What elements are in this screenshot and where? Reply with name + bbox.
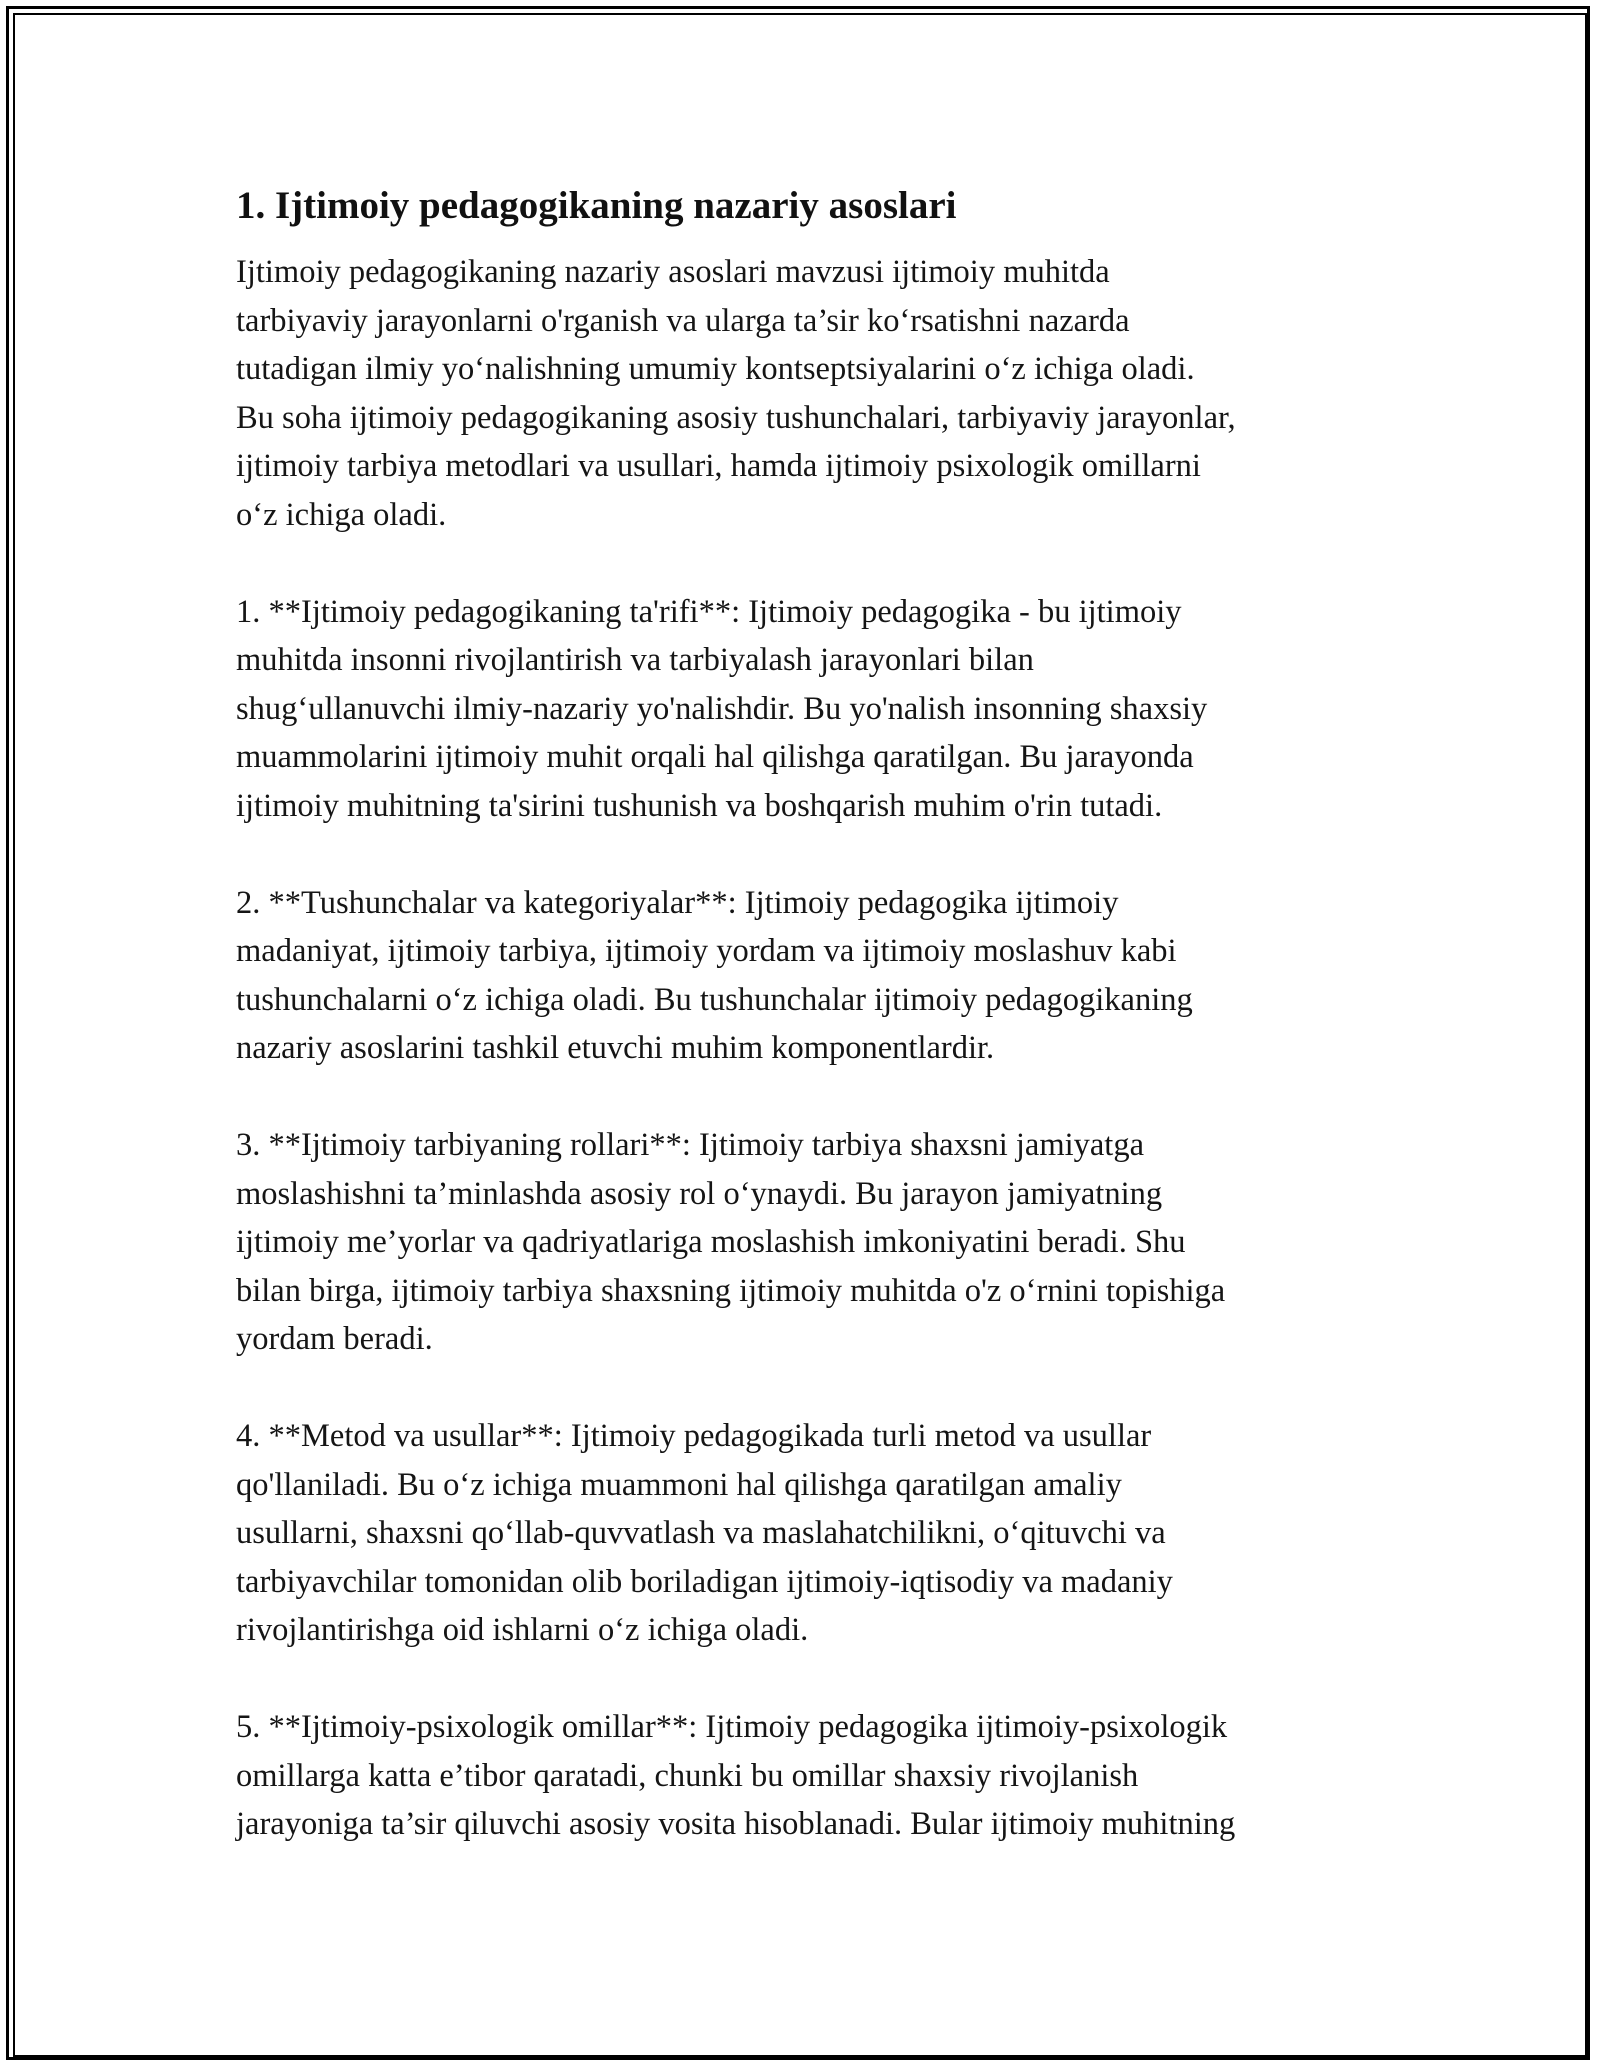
intro-line: tarbiyaviy jarayonlarni o'rganish va ularga ta’sir ko‘rsatishni nazarda xyxy=(236,302,1130,339)
item-line: ijtimoiy me’yorlar va qadriyatlariga moslashish imkoniyatini beradi. Shu xyxy=(236,1224,1186,1260)
intro-line: tutadigan ilmiy yo‘nalishning umumiy kontseptsiyalarini o‘z ichiga oladi. xyxy=(236,351,1195,387)
paragraph-gap xyxy=(236,1364,1376,1413)
item-line: shug‘ullanuvchi ilmiy-nazariy yo'nalishdir. Bu yo'nalish insonning shaxsiy xyxy=(236,690,1208,727)
item-line: moslashishni ta’minlashda asosiy rol o‘ynaydi. Bu jarayon jamiyatning xyxy=(236,1175,1163,1212)
item-line: ijtimoiy muhitning ta'sirini tushunish va boshqarish muhim o'rin tutadi. xyxy=(236,787,1163,824)
item-line: nazariy asoslarini tashkil etuvchi muhim komponentlardir. xyxy=(236,1030,995,1066)
list-item-psychological-factors xyxy=(236,1703,1376,1849)
item-line: 3. **Ijtimoiy tarbiyaning rollari**: Ijtimoiy tarbiya shaxsni jamiyatga xyxy=(236,1127,1145,1163)
item-line: yordam beradi. xyxy=(236,1321,433,1357)
item-line: bilan birga, ijtimoiy tarbiya shaxsning ijtimoiy muhitda o'z o‘rnini topishiga xyxy=(236,1272,1226,1309)
item-line: omillarga katta e’tibor qaratadi, chunki bu omillar shaxsiy rivojlanish xyxy=(236,1757,1139,1794)
item-line: 5. **Ijtimoiy-psixologik omillar**: Ijtimoiy pedagogika ijtimoiy-psixologik xyxy=(236,1709,1228,1745)
list-item-definition xyxy=(236,588,1376,831)
item-line: tushunchalarni o‘z ichiga oladi. Bu tushunchalar ijtimoiy pedagogikaning xyxy=(236,981,1193,1018)
intro-line: o‘z ichiga oladi. xyxy=(236,496,447,533)
item-line: tarbiyavchilar tomonidan olib boriladigan ijtimoiy-iqtisodiy va madaniy xyxy=(236,1563,1173,1600)
intro-paragraph xyxy=(236,248,1376,539)
intro-line: Ijtimoiy pedagogikaning nazariy asoslari mavzusi ijtimoiy muhitda xyxy=(236,254,1110,290)
list-item-roles xyxy=(236,1121,1376,1364)
intro-line: ijtimoiy tarbiya metodlari va usullari, hamda ijtimoiy psixologik omillarni xyxy=(236,448,1201,484)
paragraph-gap xyxy=(236,539,1376,588)
item-line: usullarni, shaxsni qo‘llab-quvvatlash va maslahatchilikni, o‘qituvchi va xyxy=(236,1515,1166,1551)
item-line: 1. **Ijtimoiy pedagogikaning ta'rifi**: Ijtimoiy pedagogika - bu ijtimoiy xyxy=(236,593,1182,630)
item-line: 4. **Metod va usullar**: Ijtimoiy pedagogikada turli metod va usullar xyxy=(236,1418,1152,1454)
item-line: 2. **Tushunchalar va kategoriyalar**: Ijtimoiy pedagogika ijtimoiy xyxy=(236,884,1119,921)
paragraph-gap xyxy=(236,1655,1376,1704)
item-line: madaniyat, ijtimoiy tarbiya, ijtimoiy yordam va ijtimoiy moslashuv kabi xyxy=(236,933,1177,969)
list-item-methods xyxy=(236,1412,1376,1655)
item-line: muammolarini ijtimoiy muhit orqali hal qilishga qaratilgan. Bu jarayonda xyxy=(236,739,1194,775)
document-page xyxy=(236,180,1376,1849)
item-line: qo'llaniladi. Bu o‘z ichiga muammoni hal qilishga qaratilgan amaliy xyxy=(236,1466,1122,1503)
intro-line: Bu soha ijtimoiy pedagogikaning asosiy tushunchalari, tarbiyaviy jarayonlar, xyxy=(236,399,1236,436)
item-line: muhitda insonni rivojlantirish va tarbiyalash jarayonlari bilan xyxy=(236,642,1034,678)
item-line: rivojlantirishga oid ishlarni o‘z ichiga oladi. xyxy=(236,1612,809,1648)
list-item-concepts xyxy=(236,879,1376,1073)
paragraph-gap xyxy=(236,830,1376,879)
paragraph-gap xyxy=(236,1073,1376,1122)
section-heading: 1. Ijtimoiy pedagogikaning nazariy asoslari xyxy=(236,184,957,227)
item-line: jarayoniga ta’sir qiluvchi asosiy vosita hisoblanadi. Bular ijtimoiy muhitning xyxy=(236,1806,1236,1842)
